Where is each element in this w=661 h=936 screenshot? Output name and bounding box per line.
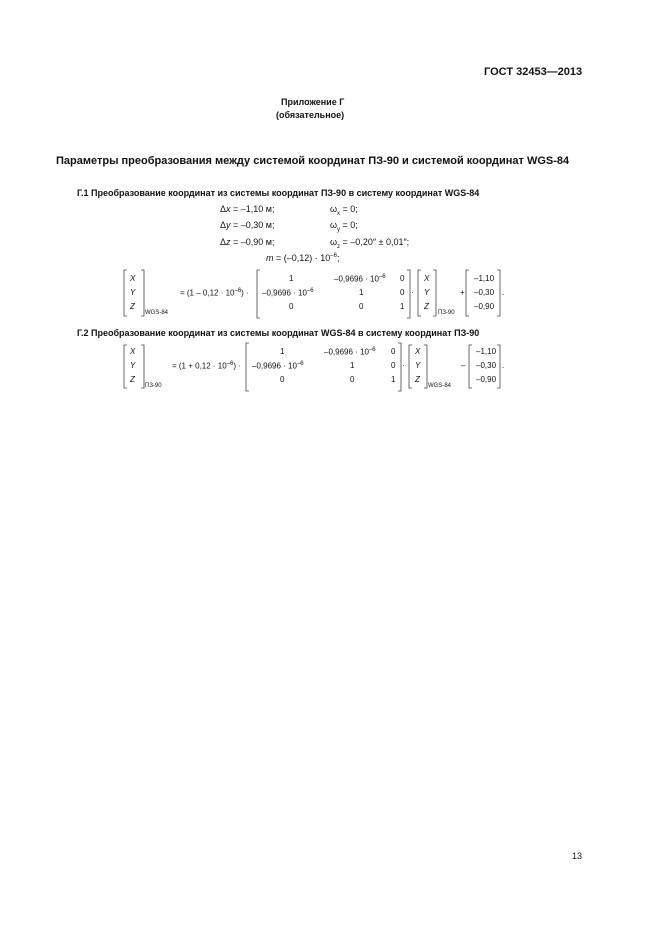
param-wz: $\omega_z = -0,20'' \pm 0,01''$; — [330, 237, 410, 250]
param-wy: $\omega_y = 0$; — [330, 220, 358, 233]
vec1-y: Y — [130, 288, 136, 297]
scale-factor-1: = $(1 - 0,12 \cdot 10^{-6})$ · — [180, 288, 249, 298]
vec1r-z: Z — [424, 302, 429, 311]
shift1-x: –1,10 — [474, 274, 495, 283]
param-m: $m = (-0,12) \cdot 10^{-6}$; — [266, 253, 340, 263]
vec1-x: X — [130, 274, 136, 283]
m2-31: 0 — [280, 375, 285, 384]
shift2-y: –0,30 — [476, 361, 497, 370]
vec2r-x: X — [415, 347, 421, 356]
param-dy: Δy = –0,30 м; — [220, 220, 275, 230]
m2-21: $-0,9696 \cdot 10^{-6}$ — [252, 361, 304, 371]
end-1: . — [502, 288, 505, 297]
appendix-status: (обязательное) — [276, 110, 345, 120]
op-1: + — [460, 288, 465, 297]
shift1-y: –0,30 — [474, 288, 495, 297]
m2-32: 0 — [350, 375, 355, 384]
page-number: 13 — [572, 851, 583, 861]
m1-33: 1 — [400, 302, 405, 311]
m1-12: $-0,9696 \cdot 10^{-6}$ — [334, 274, 386, 284]
m2-22: 1 — [350, 361, 355, 370]
mult-dot-2: · — [402, 361, 405, 370]
m1-13: 0 — [400, 274, 405, 283]
vec1-z: Z — [130, 302, 135, 311]
shift1-z: –0,90 — [474, 302, 495, 311]
m2-12: $-0,9696 \cdot 10^{-6}$ — [324, 347, 376, 357]
equation-2-brackets — [0, 0, 661, 400]
m2-11: 1 — [280, 347, 285, 356]
param-wx: $\omega_x = 0$; — [330, 204, 358, 217]
shift2-z: –0,90 — [476, 375, 497, 384]
vec2r-subscript: WGS-84 — [428, 383, 452, 389]
m1-22: 1 — [359, 288, 364, 297]
m2-13: 0 — [391, 347, 396, 356]
main-title: Параметры преобразования между системой координат ПЗ-90 и системой координат WGS-84 — [56, 155, 570, 167]
m2-33: 1 — [391, 375, 396, 384]
m1-23: 0 — [400, 288, 405, 297]
vec2-x: X — [130, 347, 136, 356]
vec1-subscript: WGS-84 — [145, 310, 169, 316]
param-dz: Δz = –0,90 м; — [220, 237, 275, 247]
section1-heading: Г.1 Преобразование координат из системы координат ПЗ-90 в систему координат WGS-84 — [77, 188, 480, 198]
op-2: – — [461, 361, 466, 370]
vec2r-y: Y — [415, 361, 421, 370]
vec2r-z: Z — [415, 375, 420, 384]
m1-32: 0 — [359, 302, 364, 311]
vec1r-y: Y — [424, 288, 430, 297]
vec2-subscript: ПЗ-90 — [145, 383, 162, 389]
vec2-z: Z — [130, 375, 135, 384]
vec1r-subscript: ПЗ-90 — [438, 310, 455, 316]
vec1r-x: X — [424, 274, 430, 283]
vec2-y: Y — [130, 361, 136, 370]
section2-heading: Г.2 Преобразование координат из системы координат WGS-84 в систему координат ПЗ-90 — [77, 328, 480, 338]
appendix-title: Приложение Г — [281, 97, 345, 107]
scale-factor-2: = $(1 + 0,12 \cdot 10^{-6})$ · — [172, 361, 241, 371]
mult-dot-1: · — [411, 288, 414, 297]
shift2-x: –1,10 — [476, 347, 497, 356]
param-dx: Δx = –1,10 м; — [220, 204, 275, 214]
m2-23: 0 — [391, 361, 396, 370]
document-code: ГОСТ 32453—2013 — [484, 66, 583, 78]
end-2: . — [502, 361, 505, 370]
m1-21: $-0,9696 \cdot 10^{-6}$ — [262, 288, 314, 298]
m1-11: 1 — [289, 274, 294, 283]
m1-31: 0 — [289, 302, 294, 311]
